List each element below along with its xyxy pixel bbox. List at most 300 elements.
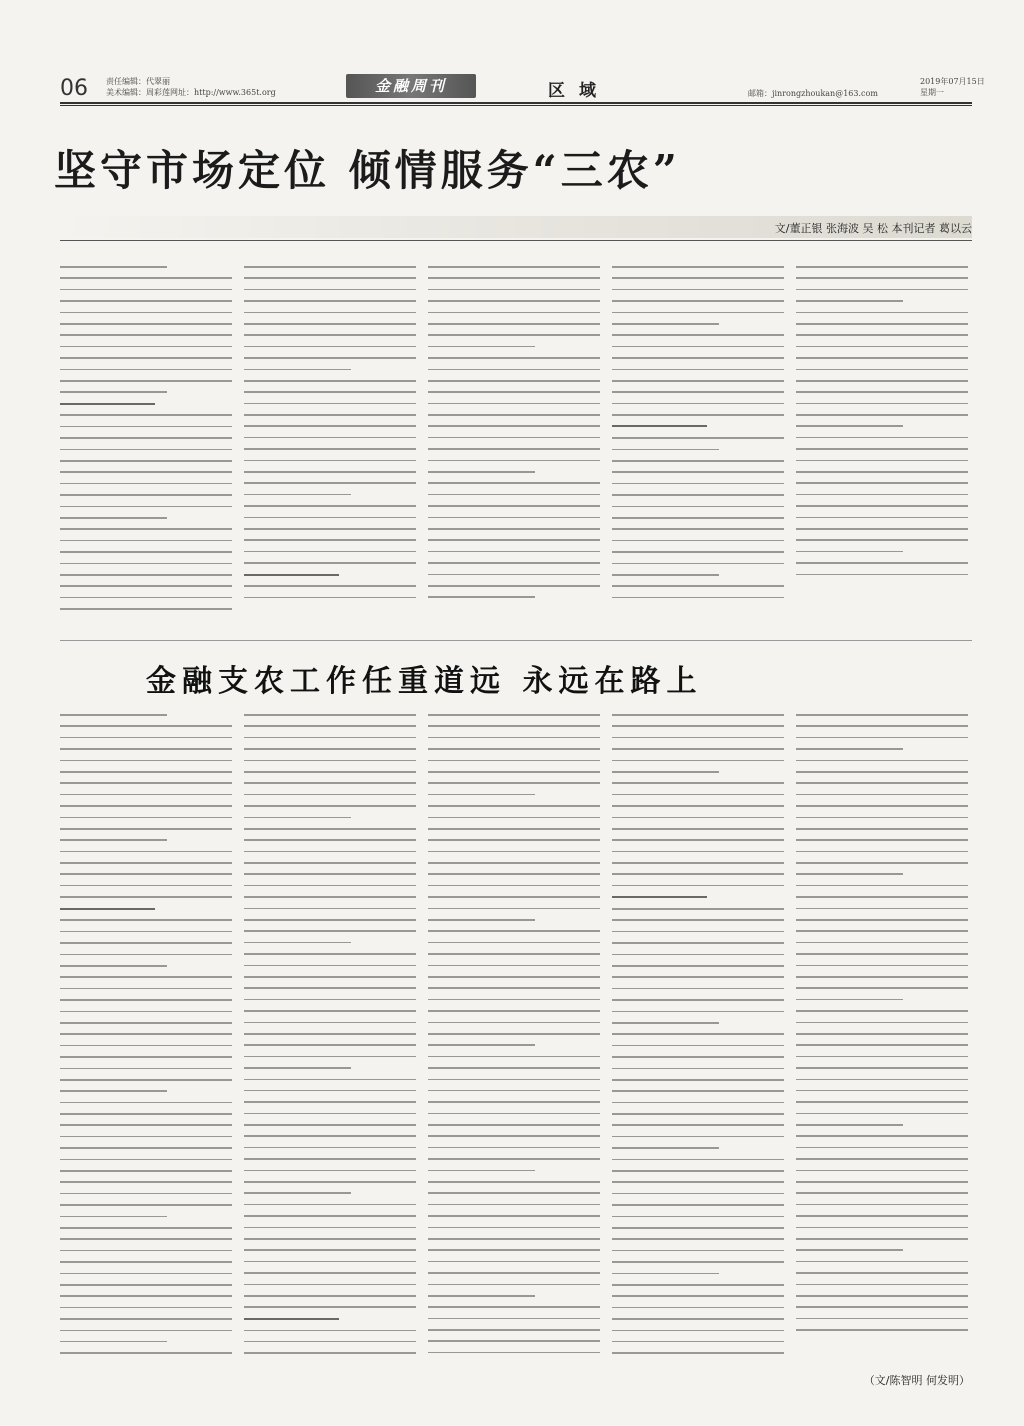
text-line bbox=[60, 1216, 167, 1218]
text-line bbox=[428, 289, 600, 291]
text-line bbox=[612, 851, 784, 853]
text-line bbox=[244, 760, 416, 762]
text-line bbox=[612, 1352, 784, 1354]
text-line bbox=[612, 585, 784, 587]
text-line bbox=[796, 725, 968, 727]
text-line bbox=[428, 1056, 600, 1058]
text-line bbox=[428, 1295, 535, 1297]
text-line bbox=[60, 1056, 232, 1058]
text-line bbox=[244, 425, 416, 427]
text-line bbox=[796, 839, 968, 841]
text-line bbox=[244, 460, 416, 462]
text-line bbox=[796, 828, 968, 830]
text-line bbox=[796, 1010, 968, 1012]
text-line bbox=[428, 460, 600, 462]
text-line bbox=[612, 714, 784, 716]
text-line bbox=[612, 908, 784, 910]
text-line bbox=[796, 277, 968, 279]
text-line bbox=[612, 862, 784, 864]
text-line bbox=[612, 1204, 784, 1206]
text-line bbox=[428, 380, 600, 382]
text-line bbox=[60, 1136, 232, 1138]
text-line bbox=[428, 391, 600, 393]
text-line bbox=[244, 1135, 416, 1137]
text-line bbox=[60, 346, 232, 348]
text-column bbox=[612, 266, 784, 608]
text-line bbox=[796, 425, 903, 427]
text-line bbox=[796, 505, 968, 507]
text-line bbox=[60, 1079, 232, 1081]
text-line bbox=[612, 1170, 784, 1172]
text-line bbox=[428, 1215, 600, 1217]
text-line bbox=[244, 482, 416, 484]
text-line bbox=[60, 608, 232, 610]
text-line bbox=[60, 289, 232, 291]
text-line bbox=[60, 1238, 232, 1240]
text-line bbox=[428, 369, 600, 371]
text-line bbox=[60, 748, 232, 750]
text-line bbox=[60, 334, 232, 336]
text-line bbox=[428, 562, 600, 564]
text-line bbox=[244, 1306, 416, 1308]
text-line bbox=[244, 369, 351, 371]
text-line bbox=[244, 300, 416, 302]
text-line bbox=[796, 873, 903, 875]
text-line bbox=[60, 585, 232, 587]
text-line bbox=[60, 942, 232, 944]
text-line bbox=[796, 896, 968, 898]
text-line bbox=[428, 1022, 600, 1024]
text-line bbox=[612, 1159, 784, 1161]
text-line bbox=[796, 448, 968, 450]
text-line bbox=[244, 574, 339, 576]
text-line bbox=[60, 1204, 232, 1206]
text-line bbox=[612, 771, 719, 773]
text-line bbox=[60, 1227, 232, 1229]
text-column bbox=[796, 266, 968, 585]
text-line bbox=[244, 403, 416, 405]
text-line bbox=[60, 1022, 232, 1024]
text-line bbox=[60, 506, 232, 508]
text-line bbox=[612, 1102, 784, 1104]
text-line bbox=[612, 1227, 784, 1229]
text-line bbox=[60, 771, 232, 773]
text-line bbox=[60, 908, 155, 910]
text-line bbox=[612, 725, 784, 727]
text-line bbox=[796, 771, 968, 773]
text-line bbox=[60, 323, 232, 325]
text-line bbox=[796, 437, 968, 439]
text-line bbox=[612, 931, 784, 933]
text-line bbox=[428, 965, 600, 967]
text-line bbox=[60, 277, 232, 279]
text-line bbox=[60, 528, 232, 530]
text-line bbox=[244, 277, 416, 279]
text-line bbox=[244, 1170, 416, 1172]
text-line bbox=[244, 805, 416, 807]
text-line bbox=[796, 1113, 968, 1115]
text-line bbox=[60, 919, 232, 921]
text-line bbox=[60, 976, 232, 978]
text-line bbox=[796, 999, 903, 1001]
text-line bbox=[244, 551, 416, 553]
text-column bbox=[60, 266, 232, 620]
text-line bbox=[60, 1284, 232, 1286]
text-line bbox=[796, 334, 968, 336]
text-line bbox=[244, 1079, 416, 1081]
text-line bbox=[612, 449, 719, 451]
text-line bbox=[796, 482, 968, 484]
text-line bbox=[244, 357, 416, 359]
text-column bbox=[428, 266, 600, 608]
text-line bbox=[796, 1147, 968, 1149]
text-line bbox=[796, 987, 968, 989]
text-line bbox=[428, 1340, 600, 1342]
text-line bbox=[428, 1079, 600, 1081]
text-line bbox=[244, 1147, 416, 1149]
text-line bbox=[796, 414, 968, 416]
text-line bbox=[612, 323, 719, 325]
text-line bbox=[796, 1295, 968, 1297]
text-line bbox=[244, 782, 416, 784]
text-line bbox=[60, 1318, 232, 1320]
text-line bbox=[244, 1067, 351, 1069]
text-line bbox=[244, 1341, 416, 1343]
section-title: 区域 bbox=[548, 81, 610, 101]
issue-date: 2019年07月15日 bbox=[920, 77, 985, 86]
text-line bbox=[612, 1261, 784, 1263]
text-line bbox=[244, 266, 416, 268]
text-column bbox=[428, 714, 600, 1363]
text-line bbox=[612, 414, 784, 416]
text-line bbox=[612, 737, 784, 739]
text-line bbox=[612, 1124, 784, 1126]
text-line bbox=[60, 460, 232, 462]
text-line bbox=[60, 312, 232, 314]
text-line bbox=[428, 505, 600, 507]
article-1-byline: 文/董正银 张海波 吴 松 本刊记者 葛以云 bbox=[774, 222, 972, 235]
text-line bbox=[796, 1192, 968, 1194]
text-line bbox=[244, 323, 416, 325]
text-line bbox=[612, 517, 784, 519]
text-line bbox=[796, 1079, 968, 1081]
text-line bbox=[612, 794, 784, 796]
text-line bbox=[244, 1272, 416, 1274]
text-line bbox=[428, 737, 600, 739]
text-line bbox=[60, 1250, 232, 1252]
text-line bbox=[60, 1273, 232, 1275]
text-line bbox=[244, 562, 416, 564]
text-line bbox=[612, 1090, 784, 1092]
text-line bbox=[428, 805, 600, 807]
text-line bbox=[612, 885, 784, 887]
text-line bbox=[428, 1044, 535, 1046]
text-line bbox=[244, 953, 416, 955]
text-line bbox=[612, 1079, 784, 1081]
text-line bbox=[428, 919, 535, 921]
text-line bbox=[796, 391, 968, 393]
text-line bbox=[244, 585, 416, 587]
text-line bbox=[244, 748, 416, 750]
text-line bbox=[612, 346, 784, 348]
text-line bbox=[244, 1284, 416, 1286]
text-line bbox=[60, 1295, 232, 1297]
text-line bbox=[60, 266, 167, 268]
text-line bbox=[612, 1295, 784, 1297]
text-line bbox=[60, 805, 232, 807]
text-line bbox=[796, 1022, 968, 1024]
text-line bbox=[60, 782, 232, 784]
text-line bbox=[244, 976, 416, 978]
text-line bbox=[612, 1216, 784, 1218]
text-line bbox=[612, 1147, 719, 1149]
text-line bbox=[796, 737, 968, 739]
text-line bbox=[612, 1011, 784, 1013]
text-line bbox=[612, 460, 784, 462]
text-line bbox=[428, 494, 600, 496]
text-line bbox=[796, 289, 968, 291]
text-line bbox=[428, 1101, 600, 1103]
text-line bbox=[796, 1181, 968, 1183]
text-line bbox=[60, 1033, 232, 1035]
text-line bbox=[796, 1135, 968, 1137]
text-line bbox=[60, 414, 232, 416]
text-line bbox=[612, 563, 784, 565]
text-line bbox=[428, 1306, 600, 1308]
text-line bbox=[612, 334, 784, 336]
text-line bbox=[612, 1181, 784, 1183]
text-line bbox=[60, 999, 232, 1001]
text-line bbox=[244, 1295, 416, 1297]
text-line bbox=[612, 506, 784, 508]
text-line bbox=[796, 1329, 968, 1331]
text-line bbox=[796, 346, 968, 348]
text-line bbox=[796, 1272, 968, 1274]
text-line bbox=[60, 449, 232, 451]
text-line bbox=[60, 1181, 232, 1183]
text-line bbox=[428, 1261, 600, 1263]
article-2-headline: 金融支农工作任重道远 永远在路上 bbox=[146, 664, 703, 699]
text-line bbox=[796, 782, 968, 784]
text-line bbox=[60, 839, 167, 841]
text-line bbox=[796, 1124, 903, 1126]
text-line bbox=[612, 1318, 784, 1320]
byline-rule bbox=[60, 240, 972, 241]
text-line bbox=[60, 1068, 232, 1070]
text-line bbox=[428, 585, 600, 587]
text-line bbox=[244, 737, 416, 739]
text-column bbox=[244, 714, 416, 1364]
text-line bbox=[796, 862, 968, 864]
text-line bbox=[428, 277, 600, 279]
text-line bbox=[428, 1284, 600, 1286]
masthead-title: 金融周刊 bbox=[374, 77, 447, 95]
text-line bbox=[612, 1273, 719, 1275]
text-line bbox=[60, 574, 232, 576]
text-line bbox=[612, 1068, 784, 1070]
text-line bbox=[612, 988, 784, 990]
text-line bbox=[612, 965, 784, 967]
text-line bbox=[244, 1181, 416, 1183]
text-line bbox=[612, 289, 784, 291]
text-line bbox=[244, 999, 416, 1001]
text-line bbox=[796, 1318, 968, 1320]
text-line bbox=[612, 312, 784, 314]
text-column bbox=[244, 266, 416, 608]
text-column bbox=[796, 714, 968, 1340]
text-line bbox=[60, 1170, 232, 1172]
text-line bbox=[612, 494, 784, 496]
header-rule-thin bbox=[60, 105, 972, 106]
text-line bbox=[796, 965, 968, 967]
text-line bbox=[612, 574, 719, 576]
text-line bbox=[60, 828, 232, 830]
text-line bbox=[612, 437, 784, 439]
text-line bbox=[612, 425, 707, 427]
text-line bbox=[428, 539, 600, 541]
text-line bbox=[244, 828, 416, 830]
text-line bbox=[428, 714, 600, 716]
text-line bbox=[244, 714, 416, 716]
text-line bbox=[612, 1113, 784, 1115]
text-line bbox=[796, 805, 968, 807]
text-line bbox=[60, 426, 232, 428]
text-line bbox=[60, 851, 232, 853]
text-line bbox=[428, 1352, 600, 1354]
text-line bbox=[428, 896, 600, 898]
text-line bbox=[796, 494, 968, 496]
text-line bbox=[796, 1044, 968, 1046]
text-line bbox=[796, 930, 968, 932]
text-line bbox=[796, 748, 903, 750]
text-line bbox=[612, 1238, 784, 1240]
text-line bbox=[244, 380, 416, 382]
text-line bbox=[428, 748, 600, 750]
text-line bbox=[796, 574, 968, 576]
text-line bbox=[428, 357, 600, 359]
text-line bbox=[428, 771, 600, 773]
text-line bbox=[428, 471, 535, 473]
text-line bbox=[60, 494, 232, 496]
text-line bbox=[612, 391, 784, 393]
text-line bbox=[796, 953, 968, 955]
text-line bbox=[428, 437, 600, 439]
text-line bbox=[428, 908, 600, 910]
text-line bbox=[428, 839, 600, 841]
text-line bbox=[60, 1147, 232, 1149]
text-line bbox=[244, 1022, 416, 1024]
text-line bbox=[796, 942, 968, 944]
text-line bbox=[60, 540, 232, 542]
text-line bbox=[60, 403, 155, 405]
text-line bbox=[60, 471, 232, 473]
text-line bbox=[612, 1330, 784, 1332]
text-line bbox=[244, 437, 416, 439]
text-line bbox=[60, 1352, 232, 1354]
text-line bbox=[796, 1238, 968, 1240]
text-line bbox=[60, 862, 232, 864]
text-line bbox=[612, 1250, 784, 1252]
text-line bbox=[428, 976, 600, 978]
text-line bbox=[428, 817, 600, 819]
text-line bbox=[428, 1090, 600, 1092]
art-editor-line: 美术编辑：周彩莲 bbox=[106, 88, 170, 97]
text-line bbox=[428, 1170, 535, 1172]
page-header bbox=[0, 0, 1024, 112]
text-line bbox=[612, 1193, 784, 1195]
text-line bbox=[244, 771, 416, 773]
text-line bbox=[796, 528, 968, 530]
article-separator bbox=[60, 640, 972, 641]
text-line bbox=[428, 862, 600, 864]
text-line bbox=[60, 1193, 232, 1195]
text-line bbox=[612, 839, 784, 841]
text-line bbox=[60, 817, 232, 819]
text-line bbox=[244, 289, 416, 291]
text-line bbox=[244, 312, 416, 314]
text-line bbox=[244, 942, 351, 944]
text-line bbox=[612, 817, 784, 819]
text-line bbox=[60, 300, 232, 302]
text-line bbox=[796, 885, 968, 887]
text-line bbox=[244, 873, 416, 875]
text-line bbox=[60, 1330, 232, 1332]
text-line bbox=[796, 1284, 968, 1286]
text-line bbox=[60, 1011, 232, 1013]
text-line bbox=[612, 828, 784, 830]
text-line bbox=[428, 953, 600, 955]
text-line bbox=[60, 1113, 232, 1115]
text-line bbox=[612, 1045, 784, 1047]
text-line bbox=[428, 574, 600, 576]
website-line: 网址：http://www.365t.org bbox=[170, 88, 276, 97]
text-line bbox=[796, 919, 968, 921]
text-line bbox=[428, 596, 535, 598]
text-line bbox=[428, 1135, 600, 1137]
text-column bbox=[60, 714, 232, 1364]
text-line bbox=[60, 885, 232, 887]
text-line bbox=[244, 919, 416, 921]
text-line bbox=[60, 931, 232, 933]
text-line bbox=[60, 1261, 232, 1263]
text-line bbox=[428, 760, 600, 762]
text-line bbox=[244, 1124, 416, 1126]
text-line bbox=[244, 1352, 416, 1354]
text-line bbox=[428, 794, 535, 796]
article-2-byline: （文/陈智明 何发明） bbox=[863, 1374, 970, 1387]
text-line bbox=[428, 1124, 600, 1126]
text-line bbox=[428, 1113, 600, 1115]
text-line bbox=[244, 1318, 339, 1320]
text-line bbox=[612, 999, 784, 1001]
text-line bbox=[796, 460, 968, 462]
text-line bbox=[796, 1261, 968, 1263]
text-line bbox=[612, 357, 784, 359]
text-line bbox=[796, 1033, 968, 1035]
text-line bbox=[428, 1238, 600, 1240]
text-line bbox=[612, 540, 784, 542]
header-rule bbox=[60, 102, 972, 104]
text-line bbox=[428, 346, 535, 348]
text-line bbox=[244, 1056, 416, 1058]
text-line bbox=[612, 528, 784, 530]
text-line bbox=[60, 1124, 232, 1126]
text-line bbox=[60, 714, 167, 716]
text-line bbox=[796, 1090, 968, 1092]
text-line bbox=[796, 794, 968, 796]
text-line bbox=[60, 737, 232, 739]
text-line bbox=[428, 551, 600, 553]
